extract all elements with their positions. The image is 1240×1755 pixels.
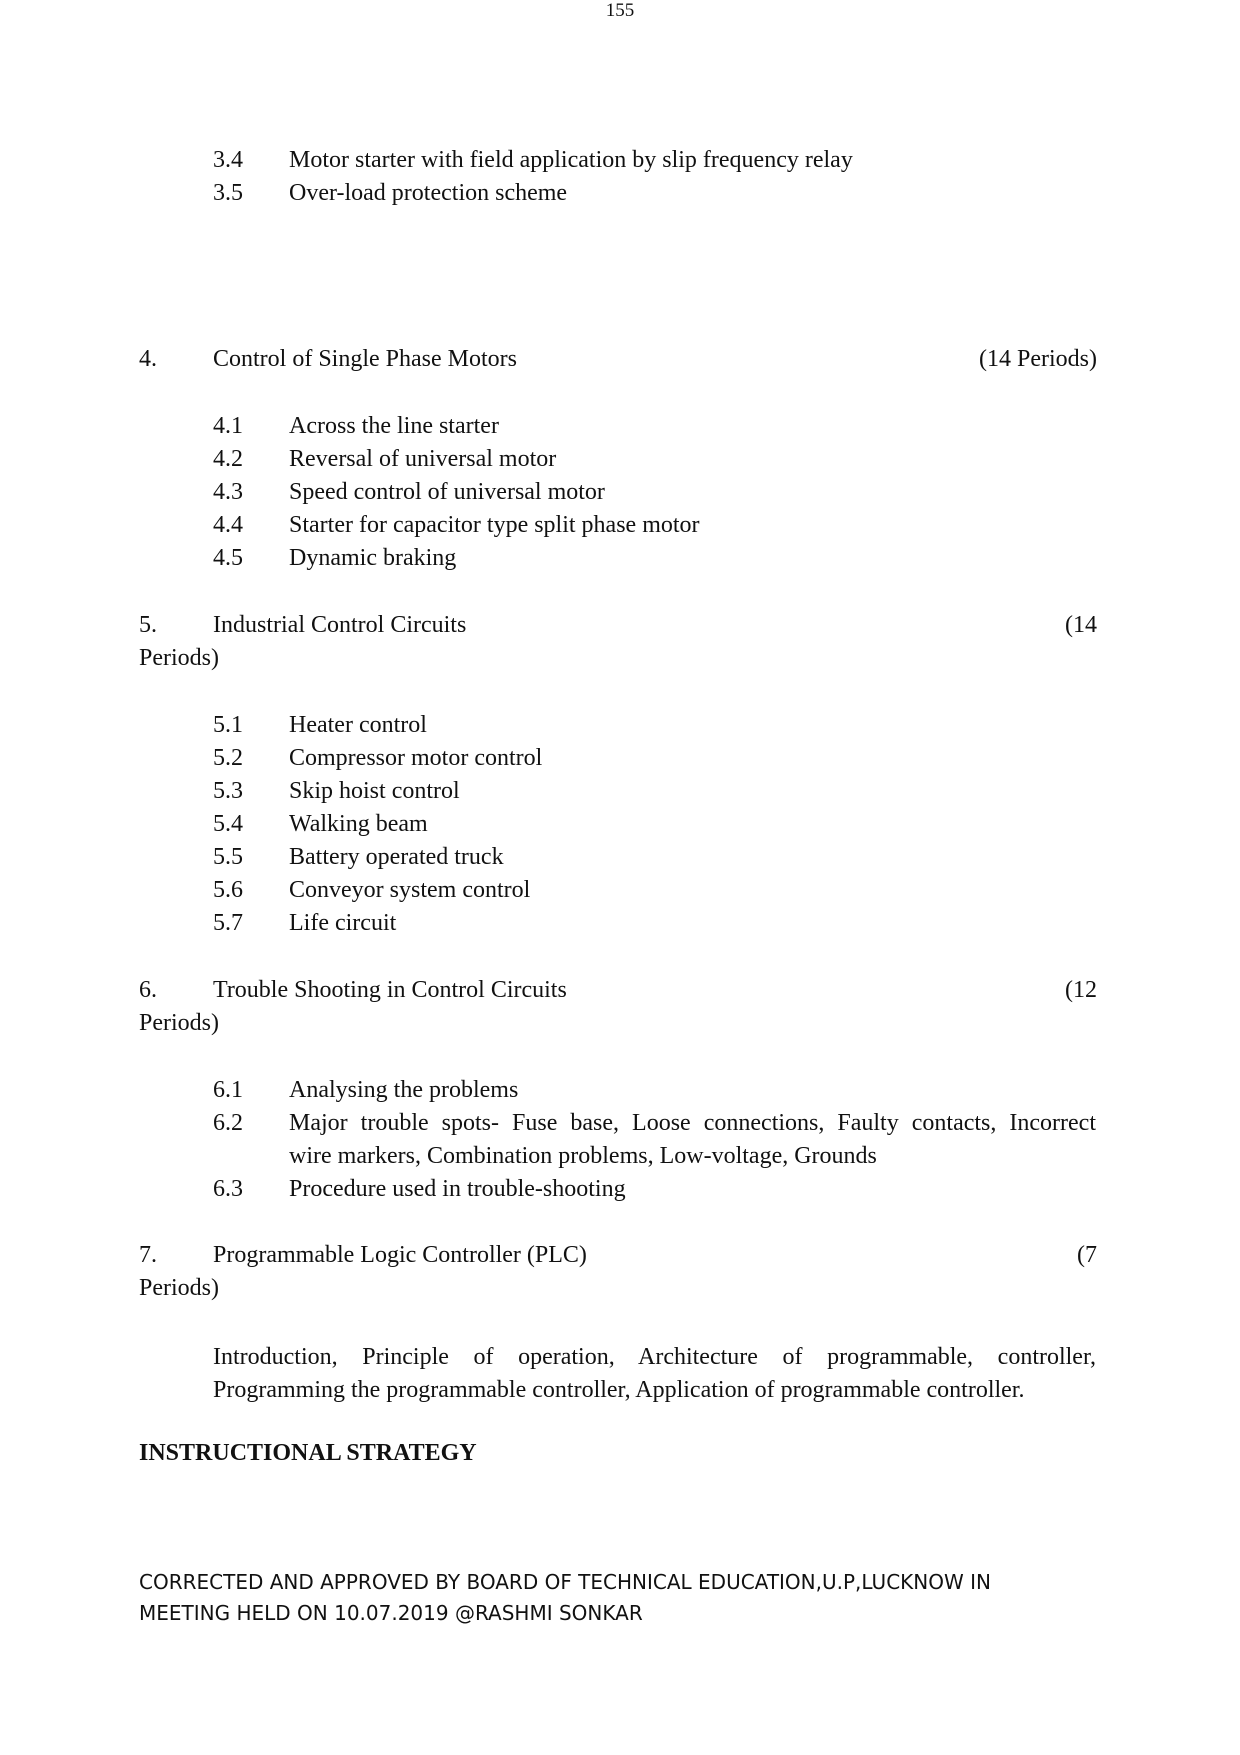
item-text: Reversal of universal motor — [289, 446, 557, 472]
item-number: 5.2 — [213, 745, 243, 771]
item-text: Procedure used in trouble-shooting — [289, 1176, 626, 1202]
item-text: Life circuit — [289, 910, 397, 936]
item-text: Walking beam — [289, 811, 428, 837]
paragraph: Introduction, Principle of operation, Architecture of programmable, controller, Programming the programmable controller, Application of programmable controller. — [213, 1344, 1096, 1403]
footer-line: MEETING HELD ON 10.07.2019 @RASHMI SONKAR — [139, 1601, 643, 1625]
item-text: Compressor motor control — [289, 745, 543, 771]
item-text: Major trouble spots- Fuse base, Loose connections, Faulty contacts, Incorrect — [289, 1110, 1096, 1136]
section-title: Programmable Logic Controller (PLC) — [213, 1242, 587, 1268]
section-periods: (7 — [1077, 1242, 1097, 1268]
item-number: 5.6 — [213, 877, 243, 903]
item-number: 4.2 — [213, 446, 243, 472]
section-title: Industrial Control Circuits — [213, 612, 467, 638]
item-text: Heater control — [289, 712, 427, 738]
footer-line: CORRECTED AND APPROVED BY BOARD OF TECHNICAL EDUCATION,U.P,LUCKNOW IN — [139, 1570, 991, 1594]
item-number: 5.7 — [213, 910, 243, 936]
item-text: Across the line starter — [289, 413, 499, 439]
item-text: Motor starter with field application by slip frequency relay — [289, 147, 853, 173]
item-text: Conveyor system control — [289, 877, 531, 903]
item-number: 5.1 — [213, 712, 243, 738]
section-number: 4. — [139, 346, 157, 372]
item-text: Skip hoist control — [289, 778, 460, 804]
item-number: 5.5 — [213, 844, 243, 870]
footer — [139, 1567, 991, 1629]
item-text: Speed control of universal motor — [289, 479, 605, 505]
item-number: 6.2 — [213, 1110, 243, 1136]
item-text: Analysing the problems — [289, 1077, 519, 1103]
section-title: Control of Single Phase Motors — [213, 346, 517, 372]
item-number: 4.5 — [213, 545, 243, 571]
section-periods-wrap: Periods) — [139, 1275, 219, 1301]
item-number: 4.1 — [213, 413, 243, 439]
item-text: Starter for capacitor type split phase motor — [289, 512, 700, 538]
section-number: 7. — [139, 1242, 157, 1268]
section-periods-wrap: Periods) — [139, 645, 219, 671]
section-title: Trouble Shooting in Control Circuits — [213, 977, 567, 1003]
item-text: Battery operated truck — [289, 844, 504, 870]
section-number: 6. — [139, 977, 157, 1003]
item-text: wire markers, Combination problems, Low-voltage, Grounds — [289, 1143, 877, 1169]
section-heading-instructional-strategy: INSTRUCTIONAL STRATEGY — [139, 1440, 477, 1466]
item-number: 4.4 — [213, 512, 243, 538]
section-number: 5. — [139, 612, 157, 638]
section-periods: (12 — [1065, 977, 1097, 1003]
item-text: Dynamic braking — [289, 545, 457, 571]
item-number: 3.4 — [213, 147, 243, 173]
item-number: 5.4 — [213, 811, 243, 837]
page-number: 155 — [605, 0, 635, 21]
item-number: 4.3 — [213, 479, 243, 505]
item-number: 6.3 — [213, 1176, 243, 1202]
item-text: Over-load protection scheme — [289, 180, 568, 206]
item-number: 3.5 — [213, 180, 243, 206]
section-periods-wrap: Periods) — [139, 1010, 219, 1036]
item-number: 6.1 — [213, 1077, 243, 1103]
section-periods: (14 Periods) — [979, 346, 1097, 372]
item-number: 5.3 — [213, 778, 243, 804]
section-periods: (14 — [1065, 612, 1097, 638]
